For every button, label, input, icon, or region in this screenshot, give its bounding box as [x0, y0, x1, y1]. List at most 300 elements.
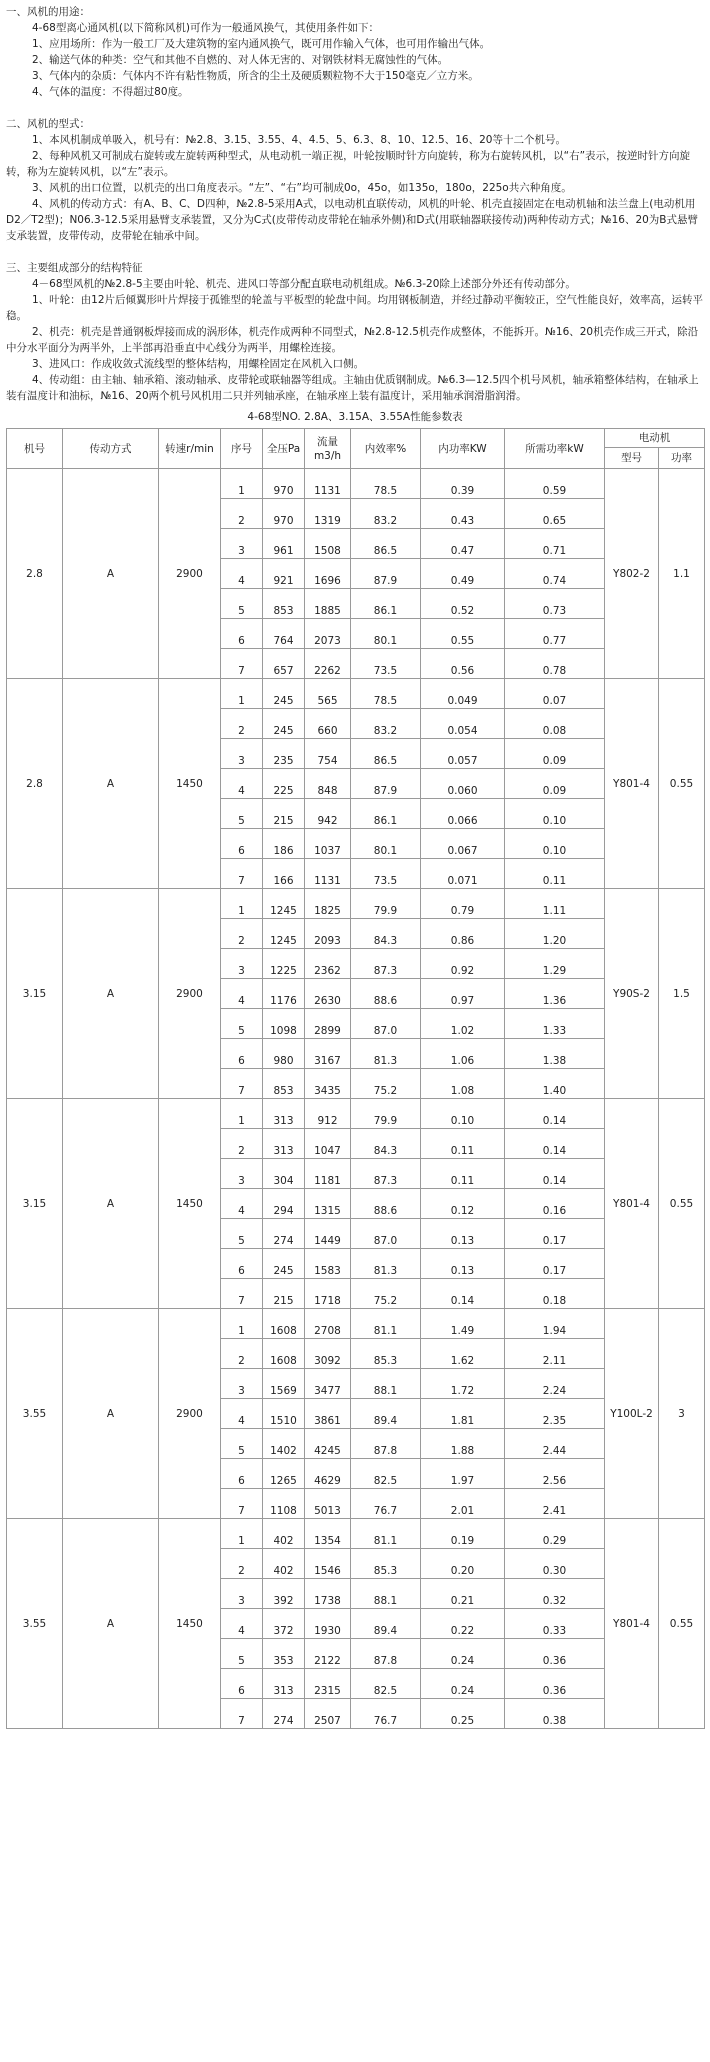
- cell-pressure: 245: [263, 1249, 305, 1279]
- cell-inpower: 0.39: [421, 469, 505, 499]
- section-2-item: 2、每种风机又可制成右旋转或左旋转两种型式，从电动机一端正视，叶轮按顺时针方向旋转，称为右旋转风机，以“右”表示，按逆时针方向旋转，称为左旋转风机，以“左”表示。: [6, 150, 691, 178]
- cell-flow: 942: [305, 799, 351, 829]
- cell-flow: 2507: [305, 1699, 351, 1729]
- cell-reqpower: 0.16: [505, 1189, 605, 1219]
- cell-inpower: 0.19: [421, 1519, 505, 1549]
- cell-eff: 87.8: [351, 1639, 421, 1669]
- cell-flow: 2708: [305, 1309, 351, 1339]
- cell-pressure: 1245: [263, 919, 305, 949]
- cell-flow: 2315: [305, 1669, 351, 1699]
- cell-motor-power: 0.55: [659, 1519, 705, 1729]
- cell-eff: 87.8: [351, 1429, 421, 1459]
- cell-motor-type: Y801-4: [605, 679, 659, 889]
- cell-pressure: 392: [263, 1579, 305, 1609]
- cell-inpower: 0.22: [421, 1609, 505, 1639]
- cell-inpower: 1.62: [421, 1339, 505, 1369]
- cell-reqpower: 0.17: [505, 1219, 605, 1249]
- cell-flow: 3167: [305, 1039, 351, 1069]
- header-drive: 传动方式: [63, 429, 159, 469]
- table-caption: 4-68型NO. 2.8A、3.15A、3.55A性能参数表: [247, 411, 463, 423]
- table-row: [7, 1519, 705, 1549]
- cell-pressure: 215: [263, 799, 305, 829]
- cell-pressure: 1245: [263, 889, 305, 919]
- cell-model: 2.8: [7, 469, 63, 679]
- cell-inpower: 0.52: [421, 589, 505, 619]
- cell-seq: 5: [221, 1639, 263, 1669]
- cell-seq: 6: [221, 1459, 263, 1489]
- cell-reqpower: 0.09: [505, 769, 605, 799]
- cell-reqpower: 0.78: [505, 649, 605, 679]
- cell-inpower: 1.02: [421, 1009, 505, 1039]
- cell-eff: 84.3: [351, 1129, 421, 1159]
- header-model: 机号: [7, 429, 63, 469]
- cell-reqpower: 1.29: [505, 949, 605, 979]
- cell-reqpower: 0.73: [505, 589, 605, 619]
- cell-seq: 5: [221, 1219, 263, 1249]
- table-row: [7, 679, 705, 709]
- table-row: [7, 469, 705, 499]
- cell-eff: 88.1: [351, 1579, 421, 1609]
- cell-flow: 1354: [305, 1519, 351, 1549]
- cell-flow: 2630: [305, 979, 351, 1009]
- cell-speed: 2900: [159, 1309, 221, 1519]
- cell-eff: 87.0: [351, 1009, 421, 1039]
- cell-inpower: 0.13: [421, 1249, 505, 1279]
- section-1-item: 3、气体内的杂质：气体内不许有粘性物质，所含的尘土及硬质颗粒物不大于150毫克／立方米。: [32, 70, 479, 82]
- cell-eff: 79.9: [351, 889, 421, 919]
- cell-eff: 82.5: [351, 1459, 421, 1489]
- cell-inpower: 0.47: [421, 529, 505, 559]
- cell-eff: 83.2: [351, 709, 421, 739]
- cell-eff: 88.6: [351, 979, 421, 1009]
- cell-inpower: 0.43: [421, 499, 505, 529]
- cell-eff: 73.5: [351, 649, 421, 679]
- cell-inpower: 0.066: [421, 799, 505, 829]
- cell-flow: 1696: [305, 559, 351, 589]
- cell-reqpower: 1.36: [505, 979, 605, 1009]
- cell-inpower: 1.49: [421, 1309, 505, 1339]
- cell-eff: 81.3: [351, 1249, 421, 1279]
- cell-pressure: 1108: [263, 1489, 305, 1519]
- cell-pressure: 274: [263, 1219, 305, 1249]
- cell-model: 3.55: [7, 1519, 63, 1729]
- cell-motor-power: 3: [659, 1309, 705, 1519]
- cell-flow: 1508: [305, 529, 351, 559]
- cell-motor-type: Y801-4: [605, 1099, 659, 1309]
- cell-seq: 1: [221, 679, 263, 709]
- cell-seq: 7: [221, 1699, 263, 1729]
- cell-reqpower: 0.09: [505, 739, 605, 769]
- cell-flow: 5013: [305, 1489, 351, 1519]
- cell-pressure: 921: [263, 559, 305, 589]
- cell-inpower: 0.79: [421, 889, 505, 919]
- cell-seq: 3: [221, 1369, 263, 1399]
- cell-seq: 4: [221, 979, 263, 1009]
- cell-pressure: 186: [263, 829, 305, 859]
- cell-pressure: 970: [263, 499, 305, 529]
- cell-reqpower: 0.14: [505, 1129, 605, 1159]
- cell-pressure: 764: [263, 619, 305, 649]
- cell-seq: 2: [221, 499, 263, 529]
- cell-pressure: 1098: [263, 1009, 305, 1039]
- cell-flow: 3477: [305, 1369, 351, 1399]
- cell-inpower: 0.24: [421, 1639, 505, 1669]
- cell-pressure: 970: [263, 469, 305, 499]
- cell-flow: 1131: [305, 859, 351, 889]
- cell-pressure: 313: [263, 1669, 305, 1699]
- cell-seq: 2: [221, 1339, 263, 1369]
- cell-motor-power: 1.1: [659, 469, 705, 679]
- header-speed: 转速r/min: [159, 429, 221, 469]
- cell-inpower: 1.08: [421, 1069, 505, 1099]
- cell-inpower: 0.20: [421, 1549, 505, 1579]
- cell-seq: 4: [221, 1609, 263, 1639]
- cell-eff: 73.5: [351, 859, 421, 889]
- cell-flow: 1825: [305, 889, 351, 919]
- cell-seq: 3: [221, 529, 263, 559]
- cell-drive: A: [63, 889, 159, 1099]
- cell-pressure: 1402: [263, 1429, 305, 1459]
- cell-inpower: 0.92: [421, 949, 505, 979]
- cell-eff: 76.7: [351, 1699, 421, 1729]
- cell-eff: 86.1: [351, 589, 421, 619]
- cell-drive: A: [63, 1099, 159, 1309]
- cell-inpower: 0.12: [421, 1189, 505, 1219]
- cell-eff: 86.5: [351, 739, 421, 769]
- cell-seq: 1: [221, 889, 263, 919]
- cell-pressure: 274: [263, 1699, 305, 1729]
- cell-reqpower: 0.14: [505, 1159, 605, 1189]
- section-3-item: 4、传动组：由主轴、轴承箱、滚动轴承、皮带轮或联轴器等组成。主轴由优质钢制成。№6.3—12.5四个机号风机，轴承箱整体结构，在轴承上装有温度计和油标，№16、20两个机号风机用二只并列轴承座，在轴承座上装有温度计，采用轴承润滑脂润滑。: [6, 374, 699, 402]
- cell-drive: A: [63, 469, 159, 679]
- header-seq: 序号: [221, 429, 263, 469]
- performance-table: [6, 428, 705, 1729]
- cell-pressure: 1510: [263, 1399, 305, 1429]
- cell-seq: 7: [221, 859, 263, 889]
- cell-inpower: 0.057: [421, 739, 505, 769]
- cell-seq: 5: [221, 799, 263, 829]
- cell-eff: 86.5: [351, 529, 421, 559]
- cell-seq: 2: [221, 709, 263, 739]
- table-row: [7, 1309, 705, 1339]
- cell-inpower: 0.067: [421, 829, 505, 859]
- cell-pressure: 1225: [263, 949, 305, 979]
- cell-seq: 4: [221, 1399, 263, 1429]
- cell-eff: 87.3: [351, 1159, 421, 1189]
- cell-reqpower: 0.07: [505, 679, 605, 709]
- cell-eff: 78.5: [351, 679, 421, 709]
- cell-inpower: 0.25: [421, 1699, 505, 1729]
- cell-model: 3.15: [7, 889, 63, 1099]
- cell-eff: 85.3: [351, 1549, 421, 1579]
- cell-reqpower: 0.11: [505, 859, 605, 889]
- cell-eff: 87.9: [351, 769, 421, 799]
- cell-eff: 83.2: [351, 499, 421, 529]
- cell-flow: 1718: [305, 1279, 351, 1309]
- cell-flow: 3861: [305, 1399, 351, 1429]
- cell-seq: 4: [221, 1189, 263, 1219]
- section-1-intro: 4-68型离心通风机(以下简称风机)可作为一般通风换气，其使用条件如下：: [32, 22, 380, 34]
- cell-flow: 660: [305, 709, 351, 739]
- cell-flow: 2122: [305, 1639, 351, 1669]
- cell-flow: 2362: [305, 949, 351, 979]
- section-1-heading: 一、风机的用途：: [6, 6, 90, 18]
- cell-model: 2.8: [7, 679, 63, 889]
- cell-motor-type: Y100L-2: [605, 1309, 659, 1519]
- cell-reqpower: 1.40: [505, 1069, 605, 1099]
- cell-eff: 75.2: [351, 1069, 421, 1099]
- cell-inpower: 0.86: [421, 919, 505, 949]
- header-efficiency: 内效率%: [351, 429, 421, 469]
- cell-flow: 3092: [305, 1339, 351, 1369]
- cell-reqpower: 0.18: [505, 1279, 605, 1309]
- cell-inpower: 1.06: [421, 1039, 505, 1069]
- cell-reqpower: 1.11: [505, 889, 605, 919]
- cell-pressure: 313: [263, 1099, 305, 1129]
- section-1-item: 2、输送气体的种类：空气和其他不自燃的、对人体无害的、对钢铁材料无腐蚀性的气体。: [32, 54, 449, 66]
- cell-inpower: 0.049: [421, 679, 505, 709]
- cell-pressure: 853: [263, 589, 305, 619]
- cell-flow: 1131: [305, 469, 351, 499]
- cell-speed: 1450: [159, 1519, 221, 1729]
- cell-pressure: 372: [263, 1609, 305, 1639]
- cell-seq: 2: [221, 1549, 263, 1579]
- cell-reqpower: 0.10: [505, 829, 605, 859]
- section-3-item: 3、进风口：作成收敛式流线型的整体结构，用螺栓固定在风机入口侧。: [32, 358, 365, 370]
- cell-seq: 3: [221, 1159, 263, 1189]
- cell-inpower: 0.14: [421, 1279, 505, 1309]
- header-required-power: 所需功率kW: [505, 429, 605, 469]
- cell-flow: 1885: [305, 589, 351, 619]
- cell-flow: 912: [305, 1099, 351, 1129]
- section-1-item: 1、应用场所：作为一般工厂及大建筑物的室内通风换气，既可用作输入气体，也可用作输出气体。: [32, 38, 491, 50]
- cell-inpower: 0.24: [421, 1669, 505, 1699]
- cell-reqpower: 0.10: [505, 799, 605, 829]
- cell-pressure: 245: [263, 679, 305, 709]
- cell-pressure: 215: [263, 1279, 305, 1309]
- cell-inpower: 1.97: [421, 1459, 505, 1489]
- cell-drive: A: [63, 1309, 159, 1519]
- cell-reqpower: 0.32: [505, 1579, 605, 1609]
- table-row: [7, 1099, 705, 1129]
- cell-seq: 7: [221, 649, 263, 679]
- cell-inpower: 0.11: [421, 1129, 505, 1159]
- cell-reqpower: 0.30: [505, 1549, 605, 1579]
- cell-pressure: 235: [263, 739, 305, 769]
- cell-flow: 1738: [305, 1579, 351, 1609]
- cell-flow: 3435: [305, 1069, 351, 1099]
- cell-eff: 75.2: [351, 1279, 421, 1309]
- cell-pressure: 245: [263, 709, 305, 739]
- cell-drive: A: [63, 1519, 159, 1729]
- cell-eff: 78.5: [351, 469, 421, 499]
- cell-inpower: 0.054: [421, 709, 505, 739]
- cell-pressure: 1608: [263, 1309, 305, 1339]
- cell-motor-type: Y801-4: [605, 1519, 659, 1729]
- cell-flow: 754: [305, 739, 351, 769]
- cell-eff: 84.3: [351, 919, 421, 949]
- cell-eff: 82.5: [351, 1669, 421, 1699]
- cell-pressure: 166: [263, 859, 305, 889]
- cell-motor-power: 1.5: [659, 889, 705, 1099]
- cell-eff: 88.1: [351, 1369, 421, 1399]
- cell-inpower: 2.01: [421, 1489, 505, 1519]
- cell-inpower: 0.55: [421, 619, 505, 649]
- cell-reqpower: 0.71: [505, 529, 605, 559]
- cell-eff: 80.1: [351, 619, 421, 649]
- cell-pressure: 657: [263, 649, 305, 679]
- cell-eff: 88.6: [351, 1189, 421, 1219]
- cell-flow: 565: [305, 679, 351, 709]
- cell-seq: 7: [221, 1279, 263, 1309]
- cell-seq: 5: [221, 1429, 263, 1459]
- cell-eff: 89.4: [351, 1399, 421, 1429]
- cell-eff: 76.7: [351, 1489, 421, 1519]
- cell-speed: 2900: [159, 889, 221, 1099]
- cell-reqpower: 2.11: [505, 1339, 605, 1369]
- header-flow: 流量 m3/h: [305, 429, 351, 469]
- cell-pressure: 1608: [263, 1339, 305, 1369]
- cell-seq: 4: [221, 769, 263, 799]
- cell-seq: 4: [221, 559, 263, 589]
- cell-seq: 3: [221, 1579, 263, 1609]
- cell-seq: 7: [221, 1489, 263, 1519]
- cell-flow: 1546: [305, 1549, 351, 1579]
- cell-drive: A: [63, 679, 159, 889]
- cell-reqpower: 1.20: [505, 919, 605, 949]
- cell-inpower: 0.97: [421, 979, 505, 1009]
- cell-seq: 3: [221, 739, 263, 769]
- cell-reqpower: 2.24: [505, 1369, 605, 1399]
- cell-reqpower: 0.38: [505, 1699, 605, 1729]
- cell-eff: 80.1: [351, 829, 421, 859]
- cell-motor-power: 0.55: [659, 679, 705, 889]
- section-2-heading: 二、风机的型式：: [6, 118, 90, 130]
- cell-flow: 1583: [305, 1249, 351, 1279]
- cell-inpower: 1.81: [421, 1399, 505, 1429]
- cell-seq: 5: [221, 1009, 263, 1039]
- cell-inpower: 0.10: [421, 1099, 505, 1129]
- cell-reqpower: 1.33: [505, 1009, 605, 1039]
- section-2-item: 1、本风机制成单吸入，机号有：№2.8、3.15、3.55、4、4.5、5、6.3、8、10、12.5、16、20等十二个机号。: [32, 134, 566, 146]
- cell-reqpower: 0.29: [505, 1519, 605, 1549]
- section-3-heading: 三、主要组成部分的结构特征: [6, 262, 143, 274]
- table-row: [7, 889, 705, 919]
- cell-reqpower: 0.08: [505, 709, 605, 739]
- cell-flow: 2073: [305, 619, 351, 649]
- cell-eff: 87.3: [351, 949, 421, 979]
- cell-inpower: 0.060: [421, 769, 505, 799]
- cell-pressure: 853: [263, 1069, 305, 1099]
- cell-motor-type: Y90S-2: [605, 889, 659, 1099]
- section-3-item: 1、叶轮：由12片后倾翼形叶片焊接于孤锥型的轮盖与平板型的轮盘中间。均用钢板制造，并经过静动平衡较正，空气性能良好，效率高，运转平稳。: [6, 294, 704, 322]
- cell-inpower: 0.13: [421, 1219, 505, 1249]
- cell-flow: 2093: [305, 919, 351, 949]
- cell-pressure: 353: [263, 1639, 305, 1669]
- cell-pressure: 225: [263, 769, 305, 799]
- cell-pressure: 1569: [263, 1369, 305, 1399]
- cell-pressure: 304: [263, 1159, 305, 1189]
- cell-model: 3.55: [7, 1309, 63, 1519]
- cell-flow: 1315: [305, 1189, 351, 1219]
- cell-speed: 1450: [159, 1099, 221, 1309]
- cell-reqpower: 1.38: [505, 1039, 605, 1069]
- cell-inpower: 1.72: [421, 1369, 505, 1399]
- cell-eff: 81.1: [351, 1309, 421, 1339]
- cell-pressure: 402: [263, 1519, 305, 1549]
- cell-inpower: 1.88: [421, 1429, 505, 1459]
- cell-reqpower: 2.41: [505, 1489, 605, 1519]
- cell-seq: 6: [221, 1039, 263, 1069]
- cell-seq: 6: [221, 619, 263, 649]
- section-3-intro: 4－68型风机的№2.8-5主要由叶轮、机壳、进风口等部分配直联电动机组成。№6.3-20除上述部分外还有传动部分。: [32, 278, 576, 290]
- cell-flow: 4629: [305, 1459, 351, 1489]
- cell-reqpower: 0.17: [505, 1249, 605, 1279]
- cell-reqpower: 1.94: [505, 1309, 605, 1339]
- cell-seq: 6: [221, 1669, 263, 1699]
- header-motor: 电动机: [605, 429, 705, 448]
- cell-reqpower: 0.36: [505, 1669, 605, 1699]
- cell-seq: 7: [221, 1069, 263, 1099]
- cell-pressure: 402: [263, 1549, 305, 1579]
- cell-pressure: 1176: [263, 979, 305, 1009]
- cell-eff: 81.3: [351, 1039, 421, 1069]
- cell-reqpower: 2.35: [505, 1399, 605, 1429]
- cell-flow: 848: [305, 769, 351, 799]
- cell-eff: 87.9: [351, 559, 421, 589]
- cell-reqpower: 0.65: [505, 499, 605, 529]
- cell-reqpower: 2.44: [505, 1429, 605, 1459]
- cell-seq: 6: [221, 829, 263, 859]
- header-motor-type: 型号: [605, 448, 659, 469]
- cell-speed: 1450: [159, 679, 221, 889]
- section-1-item: 4、气体的温度：不得超过80度。: [32, 86, 189, 98]
- section-2-item: 3、风机的出口位置，以机壳的出口角度表示。“左”、“右”均可制成0o，45o，如135o，180o，225o共六种角度。: [32, 182, 572, 194]
- cell-reqpower: 2.56: [505, 1459, 605, 1489]
- cell-inpower: 0.11: [421, 1159, 505, 1189]
- cell-seq: 1: [221, 1309, 263, 1339]
- cell-seq: 5: [221, 589, 263, 619]
- cell-flow: 1449: [305, 1219, 351, 1249]
- cell-flow: 1319: [305, 499, 351, 529]
- cell-seq: 2: [221, 1129, 263, 1159]
- cell-eff: 89.4: [351, 1609, 421, 1639]
- cell-seq: 6: [221, 1249, 263, 1279]
- section-2-item: 4、风机的传动方式：有A、B、C、D四种，№2.8-5采用A式，以电动机直联传动，风机的叶轮、机壳直接固定在电动机轴和法兰盘上(电动机用D2／T2型)；N06.3-12.5采用悬臂支承装置，又分为C式(皮带传动皮带轮在轴承外侧)和D式(用联轴器联接传动)两种传动方式；№16、20为B式悬臂支承装置，皮带传动，皮带轮在轴承中间。: [6, 198, 699, 242]
- cell-reqpower: 0.36: [505, 1639, 605, 1669]
- cell-inpower: 0.56: [421, 649, 505, 679]
- cell-flow: 4245: [305, 1429, 351, 1459]
- cell-seq: 2: [221, 919, 263, 949]
- cell-seq: 3: [221, 949, 263, 979]
- cell-flow: 2899: [305, 1009, 351, 1039]
- cell-inpower: 0.21: [421, 1579, 505, 1609]
- section-3-item: 2、机壳：机壳是普通钢板焊接而成的涡形体，机壳作成两种不同型式，№2.8-12.5机壳作成整体，不能拆开。№16、20机壳作成三开式，除沿中分水平面分为两半外，上半部再沿垂直中心线分为两半，用螺栓连接。: [6, 326, 699, 354]
- cell-pressure: 313: [263, 1129, 305, 1159]
- cell-seq: 1: [221, 1519, 263, 1549]
- header-pressure: 全压Pa: [263, 429, 305, 469]
- cell-flow: 2262: [305, 649, 351, 679]
- cell-pressure: 1265: [263, 1459, 305, 1489]
- cell-flow: 1047: [305, 1129, 351, 1159]
- cell-reqpower: 0.74: [505, 559, 605, 589]
- cell-inpower: 0.071: [421, 859, 505, 889]
- cell-seq: 1: [221, 1099, 263, 1129]
- cell-eff: 79.9: [351, 1099, 421, 1129]
- cell-flow: 1181: [305, 1159, 351, 1189]
- cell-pressure: 980: [263, 1039, 305, 1069]
- cell-speed: 2900: [159, 469, 221, 679]
